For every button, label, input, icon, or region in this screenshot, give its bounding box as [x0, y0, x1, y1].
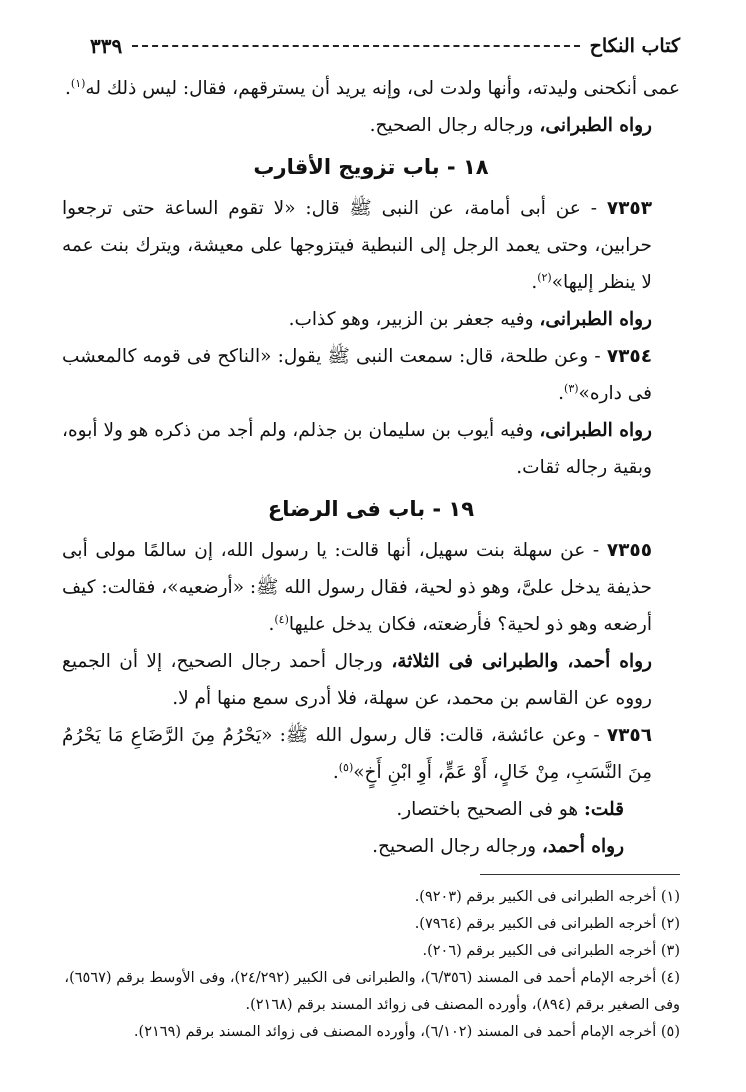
main-text [62, 70, 680, 865]
running-header [90, 32, 680, 60]
hadith-text: - وعن عائشة، قالت: قال رسول الله ﷺ: «يَحْرُمُ مِنَ الرَّضَاعِ مَا يَحْرُمُ مِنَ النَّسَبِ، مِنْ خَالٍ، أَوْ عَمٍّ، أَوِ ابْنِ أَخٍ» [62, 725, 652, 783]
narration-note [62, 301, 680, 338]
footnote-ref: (٣) [564, 381, 579, 395]
narration-text: ورجال أحمد رجال الصحيح، إلا أن الجميع رووه عن القاسم بن محمد، عن سهلة، فلا أدرى سمع منها أم لا. [62, 651, 652, 709]
hadith-text: - وعن طلحة، قال: سمعت النبى ﷺ يقول: «الناكح فى قومه كالمعشب فى داره» [62, 346, 652, 404]
narrator-bold: رواه أحمد، والطبرانى فى الثلاثة، [391, 651, 652, 672]
hadith-7355: ٧٣٥٥ - عن سهلة بنت سهيل، أنها قالت: يا رسول الله، إن سالمًا مولى أبى حذيفة يدخل علىَّ، وهو ذو لحية، فقال رسول الله ﷺ: «أرضعيه»، فقالت: كيف أرضعه وهو ذو لحية؟ فأرضعته، فكان يدخل عليها$^{(٤)}$. [62, 540, 652, 635]
narration-note [62, 412, 680, 486]
hadith-text: - عن سهلة بنت سهيل، أنها قالت: يا رسول الله، إن سالمًا مولى أبى حذيفة يدخل علىَّ، وهو ذو لحية، فقال رسول الله ﷺ: «أرضعيه»، فقالت: كيف أرضعه وهو ذو لحية؟ فأرضعته، فكان يدخل عليها [62, 540, 652, 635]
chapter-heading: ١٩ - باب فى الرضاع [267, 497, 475, 521]
narration-text: ورجاله رجال الصحيح. [369, 115, 540, 136]
footnote: (٤) أخرجه الإمام أحمد فى المسند (٦/٣٥٦)، والطبرانى فى الكبير (٢٤/٢٩٢)، وفى الأوسط برقم (٦٥٦٧)، وفى الصغير برقم (٨٩٤)، وأورده المصنف فى زوائد المسند برقم (٢١٦٨). [64, 970, 680, 1013]
footnote-divider [480, 874, 680, 875]
hadith-7353: ٧٣٥٣ - عن أبى أمامة، عن النبى ﷺ قال: «لا تقوم الساعة حتى ترجعوا حرابين، وحتى يعمد الرجل إلى النبطية فيتزوجها على معيشة، ويترك بنت عمه لا ينظر إليها»$^{(٢)}$. [62, 198, 652, 293]
footnote: (٥) أخرجه الإمام أحمد فى المسند (٦/١٠٢)، وأورده المصنف فى زوائد المسند برقم (٢١٦٩). [133, 1024, 680, 1040]
hadith-text: - عن أبى أمامة، عن النبى ﷺ قال: «لا تقوم الساعة حتى ترجعوا حرابين، وحتى يعمد الرجل إلى النبطية فيتزوجها على معيشة، ويترك بنت عمه لا ينظر إليها» [62, 198, 652, 293]
hadith-number: ٧٣٥٣ [606, 198, 652, 219]
qult-text: هو فى الصحيح باختصار. [396, 799, 585, 820]
narration-note [62, 828, 680, 865]
narrator-bold: رواه الطبرانى، [539, 115, 652, 136]
narration-text: وفيه جعفر بن الزبير، وهو كذاب. [288, 309, 540, 330]
footnote-ref: (٢) [537, 270, 552, 284]
hadith-7354: ٧٣٥٤ - وعن طلحة، قال: سمعت النبى ﷺ يقول: «الناكح فى قومه كالمعشب فى داره»$^{(٣)}$. [62, 346, 652, 404]
hadith-text: عمى أنكحنى وليدته، وأنها ولدت لى، وإنه يريد أن يسترقهم، فقال: ليس ذلك له [85, 78, 680, 99]
narrator-bold: رواه أحمد، [541, 836, 624, 857]
narrator-bold: رواه الطبرانى، [539, 420, 652, 441]
footnote-ref: (١) [70, 76, 86, 90]
footnote-ref: (٤) [274, 612, 289, 626]
hadith-number: ٧٣٥٤ [606, 346, 652, 367]
footnote: (١) أخرجه الطبرانى فى الكبير برقم (٩٢٠٣). [414, 889, 680, 905]
footnotes [62, 884, 680, 1046]
footnote-ref: (٥) [338, 760, 354, 774]
header-dash-rule [132, 45, 579, 47]
narration-text: وفيه أيوب بن سليمان بن جذلم، ولم أجد من ذكره هو ولا أبوه، وبقية رجاله ثقات. [62, 420, 652, 478]
chapter-heading: ١٨ - باب تزويج الأقارب [253, 155, 489, 179]
book-title: كتاب النكاح [589, 35, 680, 57]
narration-note [62, 643, 680, 717]
hadith-7356: ٧٣٥٦ - وعن عائشة، قالت: قال رسول الله ﷺ: «يَحْرُمُ مِنَ الرَّضَاعِ مَا يَحْرُمُ مِنَ النَّسَبِ، مِنْ خَالٍ، أَوْ عَمٍّ، أَوِ ابْنِ أَخٍ»$^{(٥)}$. [62, 725, 652, 783]
narrator-bold: رواه الطبرانى، [539, 309, 652, 330]
narration-note [62, 107, 680, 144]
narration-text: ورجاله رجال الصحيح. [372, 836, 542, 857]
hadith-number: ٧٣٥٦ [606, 725, 652, 746]
page-number: ٣٣٩ [90, 34, 123, 58]
hadith-number: ٧٣٥٥ [606, 540, 652, 561]
qult-note [62, 791, 680, 828]
qult-label: قلت: [584, 799, 624, 820]
continued-hadith: عمى أنكحنى وليدته، وأنها ولدت لى، وإنه يريد أن يسترقهم، فقال: ليس ذلك له$^{(١)}$. [65, 76, 680, 99]
footnote: (٢) أخرجه الطبرانى فى الكبير برقم (٧٩٦٤). [414, 916, 680, 932]
footnote: (٣) أخرجه الطبرانى فى الكبير برقم (٢٠٦). [422, 943, 680, 959]
